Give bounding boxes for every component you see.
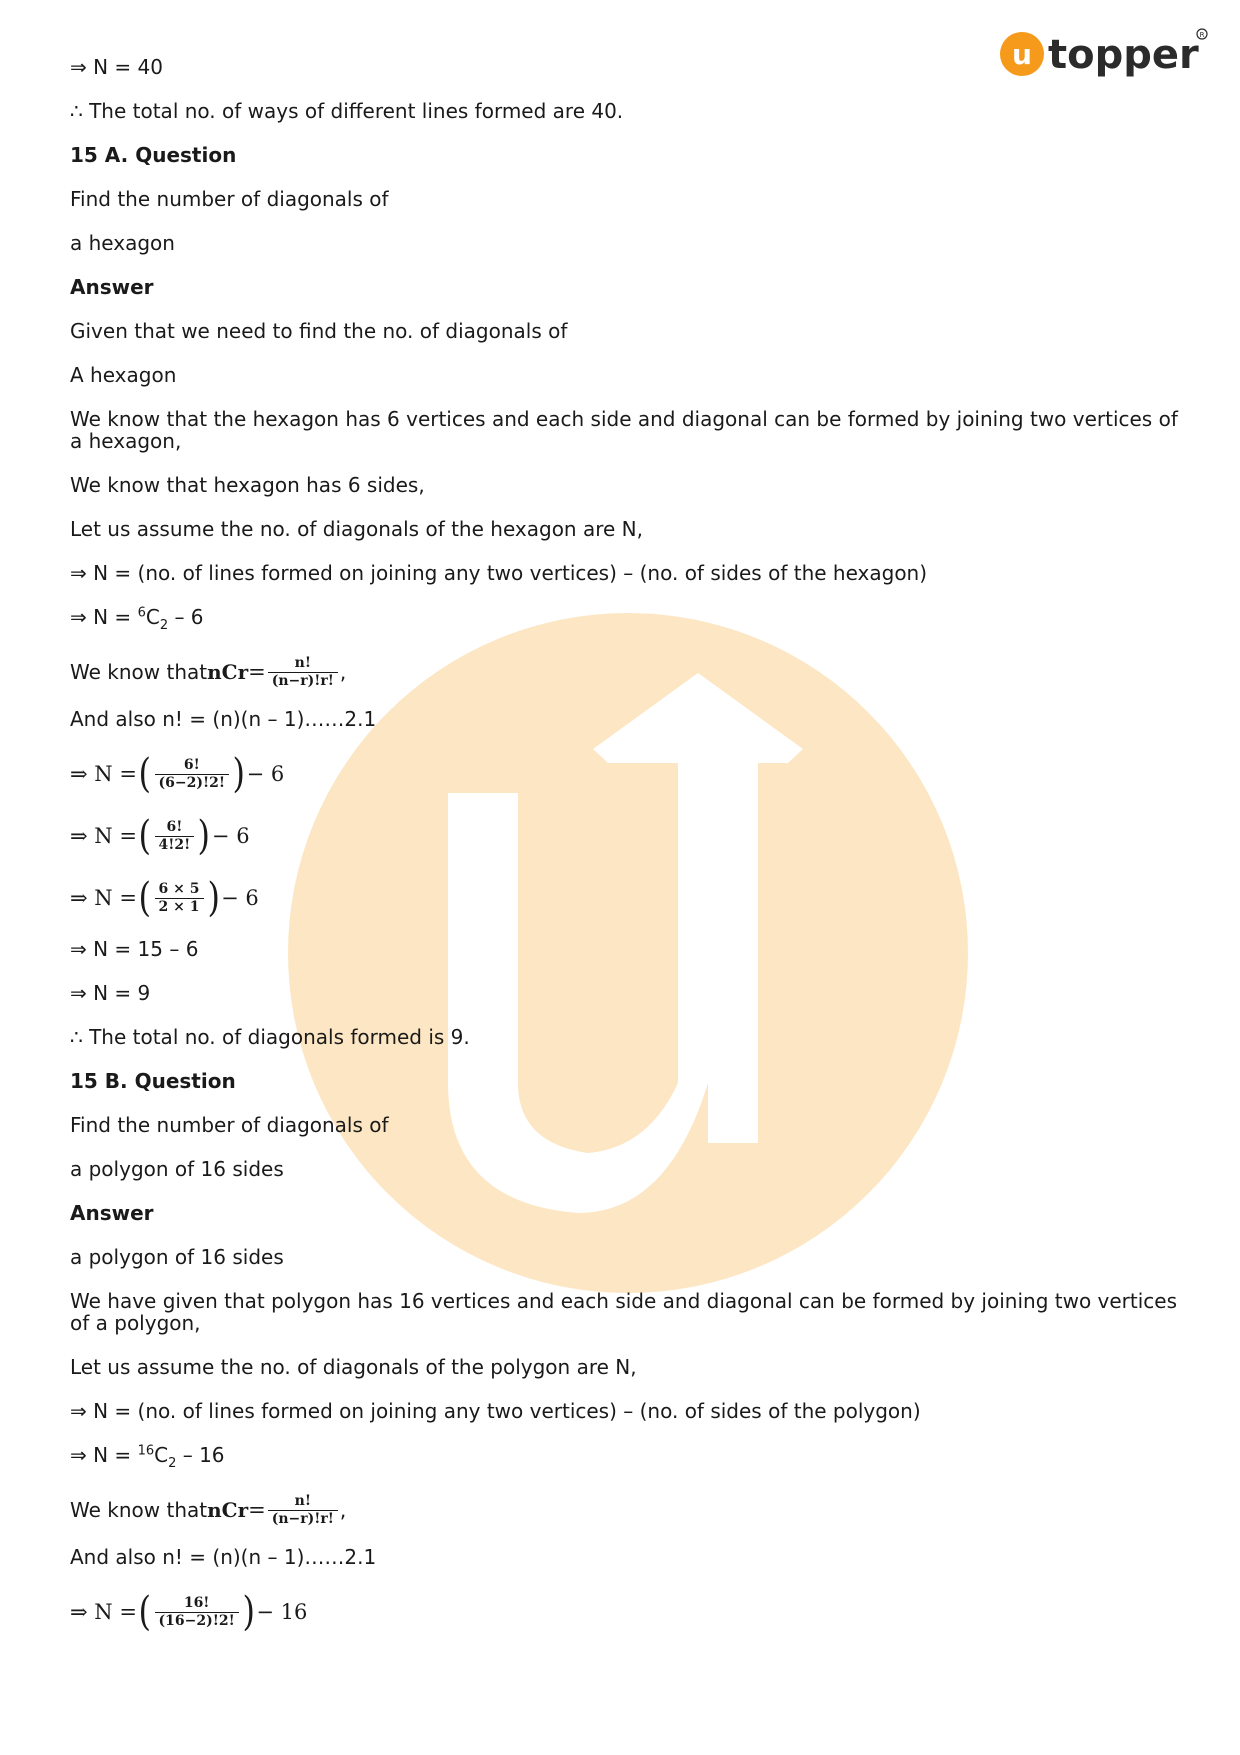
question-title: 15 B. Question	[70, 1069, 236, 1093]
equation-step: ⇒ N = ( $\frac{6!}{(6-2)!2!}$ ) − 6	[70, 751, 285, 797]
answer-text: We have given that polygon has 16 vertices and each side and diagonal can be formed by joining two vertices of a polygon,	[70, 1289, 1178, 1335]
document-body	[70, 56, 1180, 1634]
answer-heading: Answer	[70, 275, 154, 299]
equation-step: ⇒ N = ( $\frac{16!}{(16-2)!2!}$ ) − 16	[70, 1589, 308, 1635]
equation-line: ⇒ $N = ^{16}C_2 - 16$	[70, 1443, 225, 1471]
answer-text: Given that we need to find the no. of diagonals of	[70, 319, 568, 343]
answer-text: ⇒ N = (no. of lines formed on joining any two vertices) – (no. of sides of the polygon)	[70, 1399, 921, 1423]
answer-text: Let us assume the no. of diagonals of the polygon are N,	[70, 1355, 637, 1379]
equation-step: ⇒ N = ( $\frac{6!}{4!2!}$ ) − 6	[70, 813, 250, 859]
answer-text: And also n! = (n)(n – 1)……2.1	[70, 707, 377, 731]
question-text: a hexagon	[70, 231, 175, 255]
answer-text: A hexagon	[70, 363, 177, 387]
ncr-formula: We know that n C r = $\frac{n!}{(n-r)!r!}$ ,	[70, 654, 347, 689]
answer-text: ⇒ N = (no. of lines formed on joining any two vertices) – (no. of sides of the hexagon)	[70, 561, 928, 585]
svg-text:R: R	[1199, 31, 1205, 39]
conclusion-line: ∴ The total no. of diagonals formed is 9.	[70, 1025, 470, 1049]
svg-text:topper: topper	[1048, 32, 1199, 78]
answer-text: Let us assume the no. of diagonals of the hexagon are N,	[70, 517, 643, 541]
text-line: ⇒ N = 40	[70, 55, 163, 79]
answer-text: a polygon of 16 sides	[70, 1245, 284, 1269]
question-text: Find the number of diagonals of	[70, 187, 389, 211]
svg-text:u: u	[1012, 38, 1032, 71]
equation-line: ⇒ N = 15 – 6	[70, 937, 199, 961]
answer-text: We know that the hexagon has 6 vertices and each side and diagonal can be formed by joining two vertices of a hexagon,	[70, 407, 1178, 453]
answer-text: We know that hexagon has 6 sides,	[70, 473, 425, 497]
ncr-formula: We know that n C r = $\frac{n!}{(n-r)!r!}$ ,	[70, 1492, 347, 1527]
equation-line: ⇒ $N = ^6C_2 - 6$	[70, 605, 204, 633]
equation-step: ⇒ N = ( $\frac{6 \times 5}{2 \times 1}$ ) − 6	[70, 875, 259, 921]
question-text: a polygon of 16 sides	[70, 1157, 284, 1181]
answer-heading: Answer	[70, 1201, 154, 1225]
question-title: 15 A. Question	[70, 143, 237, 167]
answer-text: And also n! = (n)(n – 1)……2.1	[70, 1545, 377, 1569]
equation-line: ⇒ N = 9	[70, 981, 151, 1005]
topper-logo	[1000, 26, 1210, 92]
conclusion-line: ∴ The total no. of ways of different lines formed are 40.	[70, 99, 624, 123]
question-text: Find the number of diagonals of	[70, 1113, 389, 1137]
